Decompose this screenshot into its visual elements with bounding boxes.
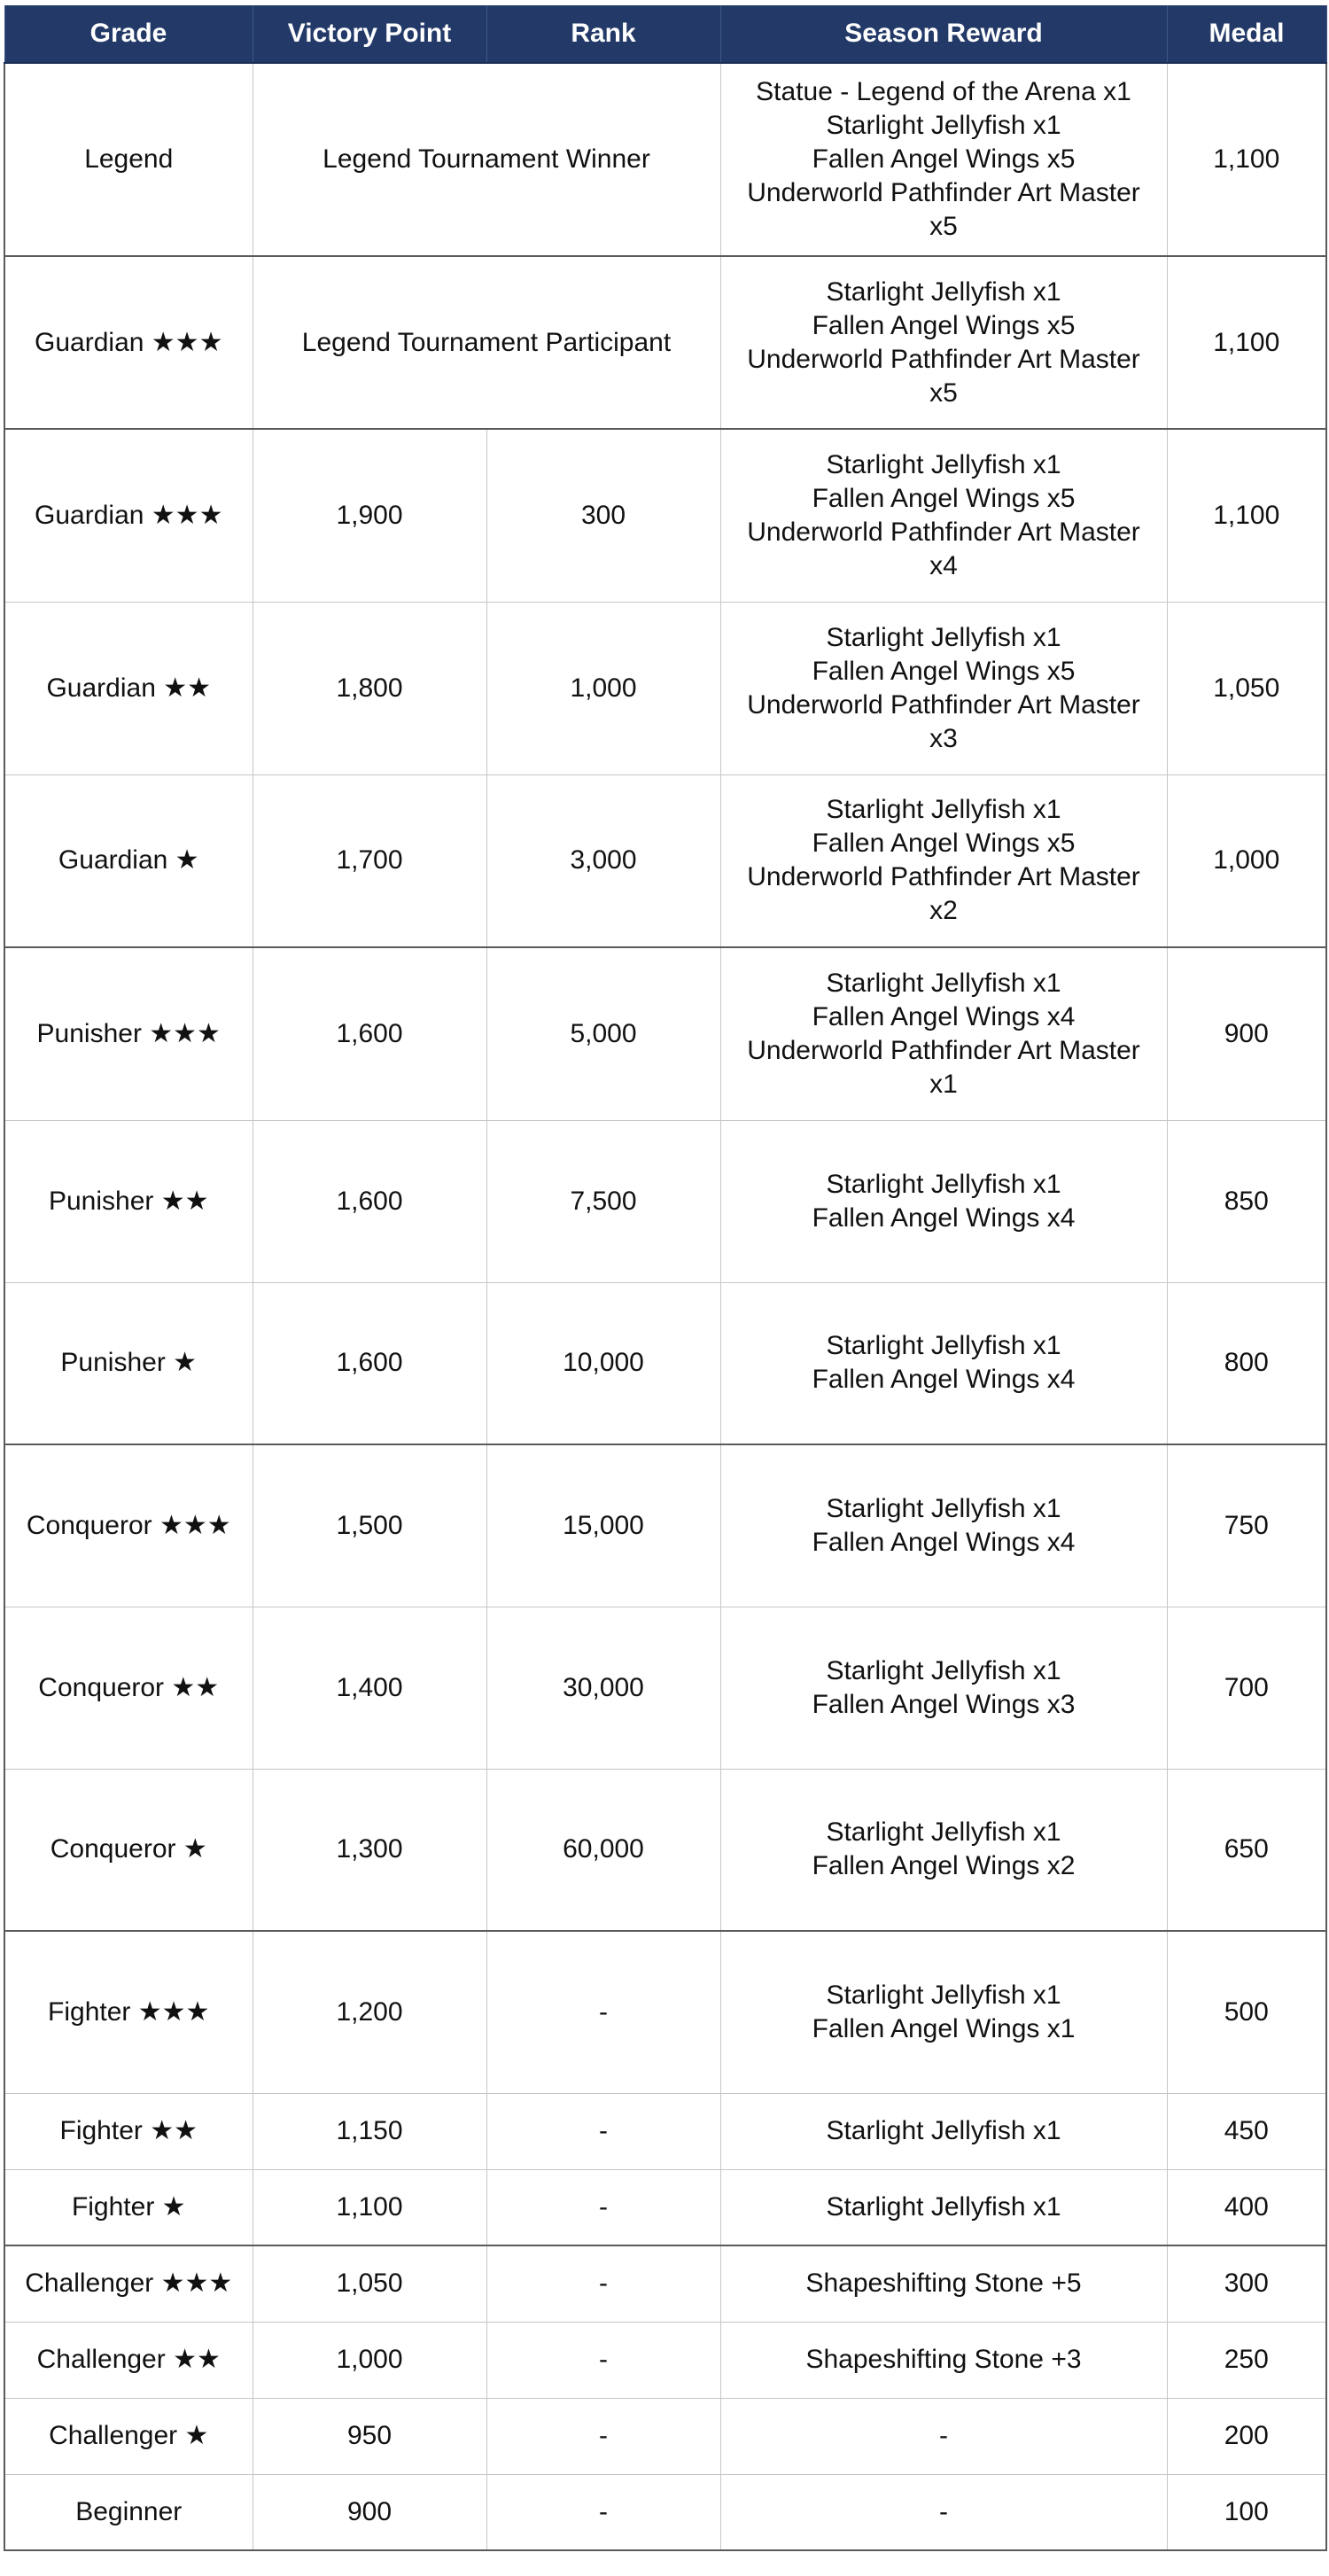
table-row: [4, 2398, 1326, 2474]
reward-line: Starlight Jellyfish x1: [826, 1493, 1061, 1523]
season-reward-cell: [720, 429, 1167, 602]
reward-line: Underworld Pathfinder Art Master: [747, 344, 1140, 374]
table-row: [4, 2474, 1326, 2550]
table-row: [4, 2245, 1326, 2322]
reward-line: Underworld Pathfinder Art Master: [747, 689, 1140, 720]
table-body: [4, 63, 1326, 2550]
reward-line: -: [939, 2496, 948, 2526]
medal-cell: 650: [1167, 1769, 1326, 1931]
medal-cell: 1,050: [1167, 602, 1326, 774]
season-reward-cell: [720, 256, 1167, 429]
season-reward-cell: [720, 1120, 1167, 1282]
reward-line: Underworld Pathfinder Art Master: [747, 517, 1140, 547]
reward-line: Fallen Angel Wings x4: [812, 1527, 1076, 1557]
season-reward-cell: [720, 2474, 1167, 2550]
victory-point-cell: 1,500: [253, 1444, 486, 1607]
table-row: [4, 429, 1326, 602]
table-row: [4, 1120, 1326, 1282]
medal-cell: 800: [1167, 1282, 1326, 1444]
victory-point-cell: 1,300: [253, 1769, 486, 1931]
reward-line: Fallen Angel Wings x1: [812, 2013, 1076, 2043]
victory-point-cell: 950: [253, 2398, 486, 2474]
grade-cell: Conqueror ★: [4, 1769, 253, 1931]
reward-line: Starlight Jellyfish x1: [826, 276, 1061, 307]
grade-cell: Challenger ★★: [4, 2322, 253, 2398]
season-reward-cell: [720, 2169, 1167, 2245]
season-reward-cell: [720, 2093, 1167, 2169]
medal-cell: 200: [1167, 2398, 1326, 2474]
reward-line: -: [939, 2421, 948, 2450]
season-reward-cell: [720, 1931, 1167, 2093]
grade-cell: Fighter ★★: [4, 2093, 253, 2169]
rank-cell: -: [486, 2169, 720, 2245]
grade-cell: Guardian ★★★: [4, 429, 253, 602]
victory-point-cell: 1,050: [253, 2245, 486, 2322]
reward-line: Starlight Jellyfish x1: [826, 1817, 1061, 1848]
grade-cell: Fighter ★: [4, 2169, 253, 2245]
season-reward-cell: [720, 2398, 1167, 2474]
reward-line: Underworld Pathfinder Art Master: [747, 178, 1140, 207]
reward-line: x5: [929, 377, 958, 408]
reward-line: Statue - Legend of the Arena x1: [756, 77, 1131, 106]
reward-line: Shapeshifting Stone +3: [805, 2345, 1082, 2374]
medal-cell: 400: [1167, 2169, 1326, 2245]
grade-cell: Guardian ★★★: [4, 256, 253, 429]
reward-line: Fallen Angel Wings x5: [812, 144, 1076, 174]
reward-line: Underworld Pathfinder Art Master: [747, 1035, 1140, 1065]
reward-line: Starlight Jellyfish x1: [826, 111, 1061, 140]
rank-cell: -: [486, 1931, 720, 2093]
medal-cell: 700: [1167, 1607, 1326, 1769]
medal-cell: 900: [1167, 947, 1326, 1120]
reward-line: Starlight Jellyfish x1: [826, 1655, 1061, 1685]
table-row: [4, 1282, 1326, 1444]
season-reward-cell: [720, 1607, 1167, 1769]
rank-cell: -: [486, 2322, 720, 2398]
table-row: [4, 602, 1326, 774]
victory-point-cell: 1,600: [253, 1120, 486, 1282]
rank-cell: 15,000: [486, 1444, 720, 1607]
reward-line: Shapeshifting Stone +5: [805, 2269, 1082, 2299]
rank-cell: 7,500: [486, 1120, 720, 1282]
grade-cell: Conqueror ★★★: [4, 1444, 253, 1607]
qualification-cell: Legend Tournament Participant: [253, 256, 720, 429]
medal-cell: 300: [1167, 2245, 1326, 2322]
season-reward-cell: [720, 63, 1167, 256]
medal-cell: 1,000: [1167, 774, 1326, 947]
rank-cell: 300: [486, 429, 720, 602]
header-row: [4, 5, 1326, 63]
reward-line: Fallen Angel Wings x5: [812, 656, 1076, 686]
grade-cell: Fighter ★★★: [4, 1931, 253, 2093]
rank-cell: 60,000: [486, 1769, 720, 1931]
victory-point-cell: 1,100: [253, 2169, 486, 2245]
rank-cell: -: [486, 2093, 720, 2169]
reward-line: Starlight Jellyfish x1: [826, 1331, 1061, 1361]
reward-line: x1: [929, 1069, 958, 1099]
header-season-reward: Season Reward: [720, 5, 1167, 63]
victory-point-cell: 1,150: [253, 2093, 486, 2169]
grade-cell: Punisher ★★★: [4, 947, 253, 1120]
table-row: [4, 2093, 1326, 2169]
header-rank: Rank: [486, 5, 720, 63]
medal-cell: 850: [1167, 1120, 1326, 1282]
victory-point-cell: 1,800: [253, 602, 486, 774]
rank-cell: -: [486, 2398, 720, 2474]
victory-point-cell: 1,700: [253, 774, 486, 947]
rank-cell: 30,000: [486, 1607, 720, 1769]
grade-cell: Challenger ★★★: [4, 2245, 253, 2322]
season-reward-cell: [720, 1444, 1167, 1607]
medal-cell: 1,100: [1167, 429, 1326, 602]
table-header: [4, 5, 1326, 63]
victory-point-cell: 900: [253, 2474, 486, 2550]
grade-cell: Conqueror ★★: [4, 1607, 253, 1769]
reward-line: Starlight Jellyfish x1: [826, 1169, 1061, 1199]
victory-point-cell: 1,600: [253, 947, 486, 1120]
grade-cell: Beginner: [4, 2474, 253, 2550]
reward-line: x5: [929, 212, 958, 241]
grade-cell: Legend: [4, 63, 253, 256]
table-row: [4, 947, 1326, 1120]
header-medal: Medal: [1167, 5, 1326, 63]
reward-line: Fallen Angel Wings x5: [812, 483, 1076, 513]
reward-line: Fallen Angel Wings x5: [812, 829, 1076, 859]
victory-point-cell: 1,600: [253, 1282, 486, 1444]
reward-line: Fallen Angel Wings x4: [812, 1202, 1076, 1233]
reward-line: Fallen Angel Wings x5: [812, 310, 1076, 340]
reward-line: Starlight Jellyfish x1: [826, 2116, 1061, 2145]
table-row: [4, 2322, 1326, 2398]
grade-cell: Guardian ★★: [4, 602, 253, 774]
medal-cell: 450: [1167, 2093, 1326, 2169]
season-reward-cell: [720, 774, 1167, 947]
rank-cell: 3,000: [486, 774, 720, 947]
rank-cell: 10,000: [486, 1282, 720, 1444]
header-victory-point: Victory Point: [253, 5, 486, 63]
reward-line: Starlight Jellyfish x1: [826, 1980, 1061, 2010]
season-reward-cell: [720, 1282, 1167, 1444]
grade-cell: Guardian ★: [4, 774, 253, 947]
season-reward-cell: [720, 2322, 1167, 2398]
table-row: [4, 1931, 1326, 2093]
victory-point-cell: 1,200: [253, 1931, 486, 2093]
season-reward-cell: [720, 1769, 1167, 1931]
medal-cell: 1,100: [1167, 63, 1326, 256]
reward-line: Starlight Jellyfish x1: [826, 622, 1061, 652]
reward-line: Underworld Pathfinder Art Master: [747, 862, 1140, 892]
table-row: [4, 1607, 1326, 1769]
reward-line: Starlight Jellyfish x1: [826, 968, 1061, 998]
reward-line: x2: [929, 896, 958, 926]
reward-line: Starlight Jellyfish x1: [826, 2191, 1061, 2222]
season-reward-cell: [720, 602, 1167, 774]
reward-line: Fallen Angel Wings x3: [812, 1689, 1076, 1719]
table-row: [4, 256, 1326, 429]
reward-line: Fallen Angel Wings x4: [812, 1365, 1076, 1395]
medal-cell: 750: [1167, 1444, 1326, 1607]
rank-cell: 1,000: [486, 602, 720, 774]
reward-line: Starlight Jellyfish x1: [826, 449, 1061, 479]
season-reward-cell: [720, 947, 1167, 1120]
reward-line: x3: [929, 723, 958, 753]
rank-cell: -: [486, 2474, 720, 2550]
season-reward-cell: [720, 2245, 1167, 2322]
medal-cell: 100: [1167, 2474, 1326, 2550]
reward-line: x4: [929, 550, 958, 580]
table-row: [4, 774, 1326, 947]
victory-point-cell: 1,000: [253, 2322, 486, 2398]
header-grade: Grade: [4, 5, 253, 63]
table-row: [4, 1444, 1326, 1607]
table-row: [4, 1769, 1326, 1931]
reward-line: Fallen Angel Wings x2: [812, 1851, 1076, 1881]
grade-cell: Punisher ★: [4, 1282, 253, 1444]
rank-cell: -: [486, 2245, 720, 2322]
rank-cell: 5,000: [486, 947, 720, 1120]
medal-cell: 500: [1167, 1931, 1326, 2093]
medal-cell: 1,100: [1167, 256, 1326, 429]
reward-line: Starlight Jellyfish x1: [826, 795, 1061, 825]
victory-point-cell: 1,400: [253, 1607, 486, 1769]
qualification-cell: Legend Tournament Winner: [253, 63, 720, 256]
grade-cell: Challenger ★: [4, 2398, 253, 2474]
medal-cell: 250: [1167, 2322, 1326, 2398]
victory-point-cell: 1,900: [253, 429, 486, 602]
reward-line: Fallen Angel Wings x4: [812, 1001, 1076, 1031]
season-reward-table: [4, 5, 1327, 2551]
grade-cell: Punisher ★★: [4, 1120, 253, 1282]
table-row: [4, 63, 1326, 256]
table-row: [4, 2169, 1326, 2245]
